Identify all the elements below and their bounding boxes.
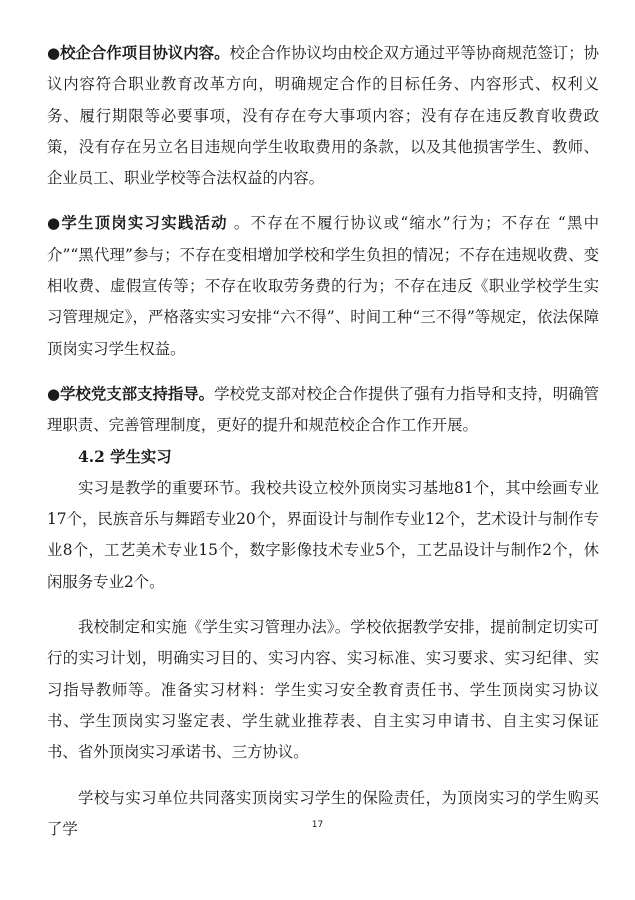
paragraph-gap — [47, 769, 599, 783]
section-text: 学校党支部对校企合作提供了强有力指导和支持，明确管理职责、完善管理制度，更好的提升和规范校企合作工作开展。 — [47, 384, 599, 435]
section-lead: 学校党支部支持指导。 — [60, 384, 215, 403]
paragraph-gap — [47, 598, 599, 612]
section-text: 。不存在不履行协议或“缩水”行为；不存在 “黑中介”“黑代理”参与；不存在变相增加学校和学生负担的情况；不存在违规收费、变相收费、虚假宣传等；不存在收取劳务费的行为；不存在违反《职业学校学生实习管理规定》，严格落实实习安排“六不得”、时间工种“三不得”等规定，依法保障顶岗实习学生权益。 — [47, 214, 599, 358]
paragraph-internship-management: 我校制定和实施《学生实习管理办法》。学校依据教学安排，提前制定切实可行的实习计划，明确实习目的、实习内容、实习标准、实习要求、实习纪律、实习指导教师等。准备实习材料：学生实习安全教育责任书、学生顶岗实习协议书、学生顶岗实习鉴定表、学生就业推荐表、自主实习申请书、自主实习保证书、省外顶岗实习承诺书、三方协议。 — [47, 618, 599, 762]
section-cooperation-agreement — [47, 38, 599, 194]
bullet-icon: ● — [47, 384, 61, 403]
section-heading-student-internship: 4.2 学生实习 — [78, 447, 172, 466]
section-party-branch — [47, 379, 599, 442]
document-page — [47, 38, 599, 845]
section-text: 校企合作协议均由校企双方通过平等协商规范签订；协议内容符合职业教育改革方向，明确规定合作的目标任务、内容形式、权利义务、履行期限等必要事项，没有存在夸大事项内容；没有存在违反教育收费政策，没有存在另立名目违规向学生收取费用的条款，以及其他损害学生、教师、企业员工、职业学校等合法权益的内容。 — [47, 44, 599, 188]
bullet-icon: ● — [47, 214, 62, 233]
section-lead: 校企合作项目协议内容。 — [60, 44, 230, 62]
paragraph-gap — [47, 194, 599, 208]
page-number: 17 — [311, 820, 324, 830]
section-lead: 学生顶岗实习实践活动 — [61, 214, 228, 233]
paragraph-internship-bases: 实习是教学的重要环节。我校共设立校外顶岗实习基地81个，其中绘画专业17个，民族音乐与舞蹈专业20个，界面设计与制作专业12个，艺术设计与制作专业8个，工艺美术专业15个，数字影像技术专业5个，工艺品设计与制作2个，休闲服务专业2个。 — [47, 478, 599, 591]
bullet-icon: ● — [47, 44, 61, 62]
paragraph-gap — [47, 365, 599, 379]
section-internship-activity — [47, 208, 599, 364]
paragraph-insurance: 学校与实习单位共同落实顶岗实习学生的保险责任，为顶岗实习的学生购买了学 — [47, 788, 599, 838]
